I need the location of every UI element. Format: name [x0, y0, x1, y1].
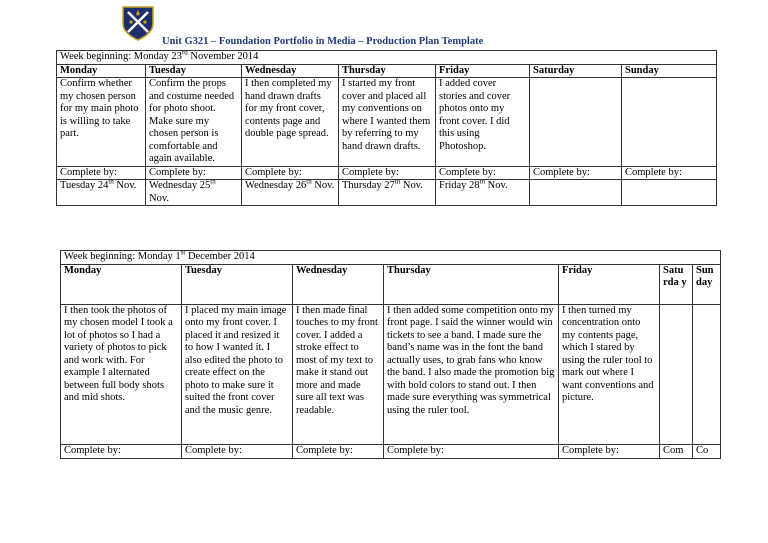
day-header: Wednesday	[242, 64, 339, 78]
day-header: Sun day	[693, 264, 721, 304]
complete-by-label: Co	[693, 444, 721, 458]
task-cell	[530, 78, 622, 167]
complete-by-label: Complete by:	[622, 166, 717, 180]
task-cell: Confirm the props and costume needed for photo shoot. Make sure my chosen person is comfortable and again available.	[146, 78, 242, 167]
complete-by-date	[530, 180, 622, 206]
production-plan-week-2	[60, 250, 721, 459]
task-cell: I then turned my concentration onto my contents page, which I stared by using the ruler tool to mark out where I want conventions and picture.	[559, 304, 660, 444]
day-header: Thursday	[384, 264, 559, 304]
complete-by-date: Tuesday 24th Nov.	[57, 180, 146, 206]
complete-by-date	[622, 180, 717, 206]
complete-by-label: Complete by:	[436, 166, 530, 180]
day-header: Friday	[559, 264, 660, 304]
day-header: Monday	[57, 64, 146, 78]
task-cell: I added cover stories and cover photos onto my front cover. I did this using Photoshop.	[436, 78, 530, 167]
task-cell: I placed my main image onto my front cover. I placed it and resized it to how I wanted it. I also edited the photo to create effect on the photo to make sure it suited the front cover and the music genre.	[182, 304, 293, 444]
task-cell: I then completed my hand drawn drafts for my front cover, contents page and double page spread.	[242, 78, 339, 167]
day-header: Wednesday	[293, 264, 384, 304]
complete-by-date: Wednesday 26th Nov.	[242, 180, 339, 206]
complete-by-label: Complete by:	[559, 444, 660, 458]
complete-by-date: Thursday 27th Nov.	[339, 180, 436, 206]
day-header: Saturday	[530, 64, 622, 78]
task-cell: I then took the photos of my chosen model I took a lot of photos so I had a variety of photos to pick and work with. For example I alternated between full body shots and mid shots.	[61, 304, 182, 444]
complete-by-label: Complete by:	[57, 166, 146, 180]
production-plan-week-1	[56, 50, 717, 206]
day-header: Monday	[61, 264, 182, 304]
day-header: Tuesday	[146, 64, 242, 78]
complete-by-label: Complete by:	[242, 166, 339, 180]
complete-by-date: Friday 28th Nov.	[436, 180, 530, 206]
task-cell	[622, 78, 717, 167]
complete-by-label: Complete by:	[530, 166, 622, 180]
school-crest-logo	[120, 4, 156, 42]
week-beginning-label: Week beginning: Monday 23rd November 2014	[57, 51, 717, 65]
complete-by-label: Complete by:	[61, 444, 182, 458]
day-header: Sunday	[622, 64, 717, 78]
complete-by-label: Complete by:	[339, 166, 436, 180]
task-cell: I then made final touches to my front cover. I added a stroke effect to most of my text to make it stand out more and made sure all text was readable.	[293, 304, 384, 444]
task-cell: Confirm whether my chosen person for my main photo is willing to take part.	[57, 78, 146, 167]
day-header: Tuesday	[182, 264, 293, 304]
day-header: Thursday	[339, 64, 436, 78]
task-cell	[660, 304, 693, 444]
complete-by-date: Wednesday 25th Nov.	[146, 180, 242, 206]
task-cell: I started my front cover and placed all my conventions on where I wanted them by referring to my hand drawn drafts.	[339, 78, 436, 167]
week-beginning-label: Week beginning: Monday 1st December 2014	[61, 251, 721, 265]
document-title: Unit G321 – Foundation Portfolio in Media – Production Plan Template	[162, 36, 484, 47]
task-cell: I then added some competition onto my front page. I said the winner would win tickets to see a band. I made sure the band’s name was in the font the band actually uses, to grab fans who know the band. I also made the promotion big with bold colors to stand out. I then made sure everything was symmetrical using the ruler tool.	[384, 304, 559, 444]
complete-by-label: Com	[660, 444, 693, 458]
task-cell	[693, 304, 721, 444]
complete-by-label: Complete by:	[182, 444, 293, 458]
complete-by-label: Complete by:	[384, 444, 559, 458]
complete-by-label: Complete by:	[293, 444, 384, 458]
day-header: Friday	[436, 64, 530, 78]
complete-by-label: Complete by:	[146, 166, 242, 180]
day-header: Satu rda y	[660, 264, 693, 304]
